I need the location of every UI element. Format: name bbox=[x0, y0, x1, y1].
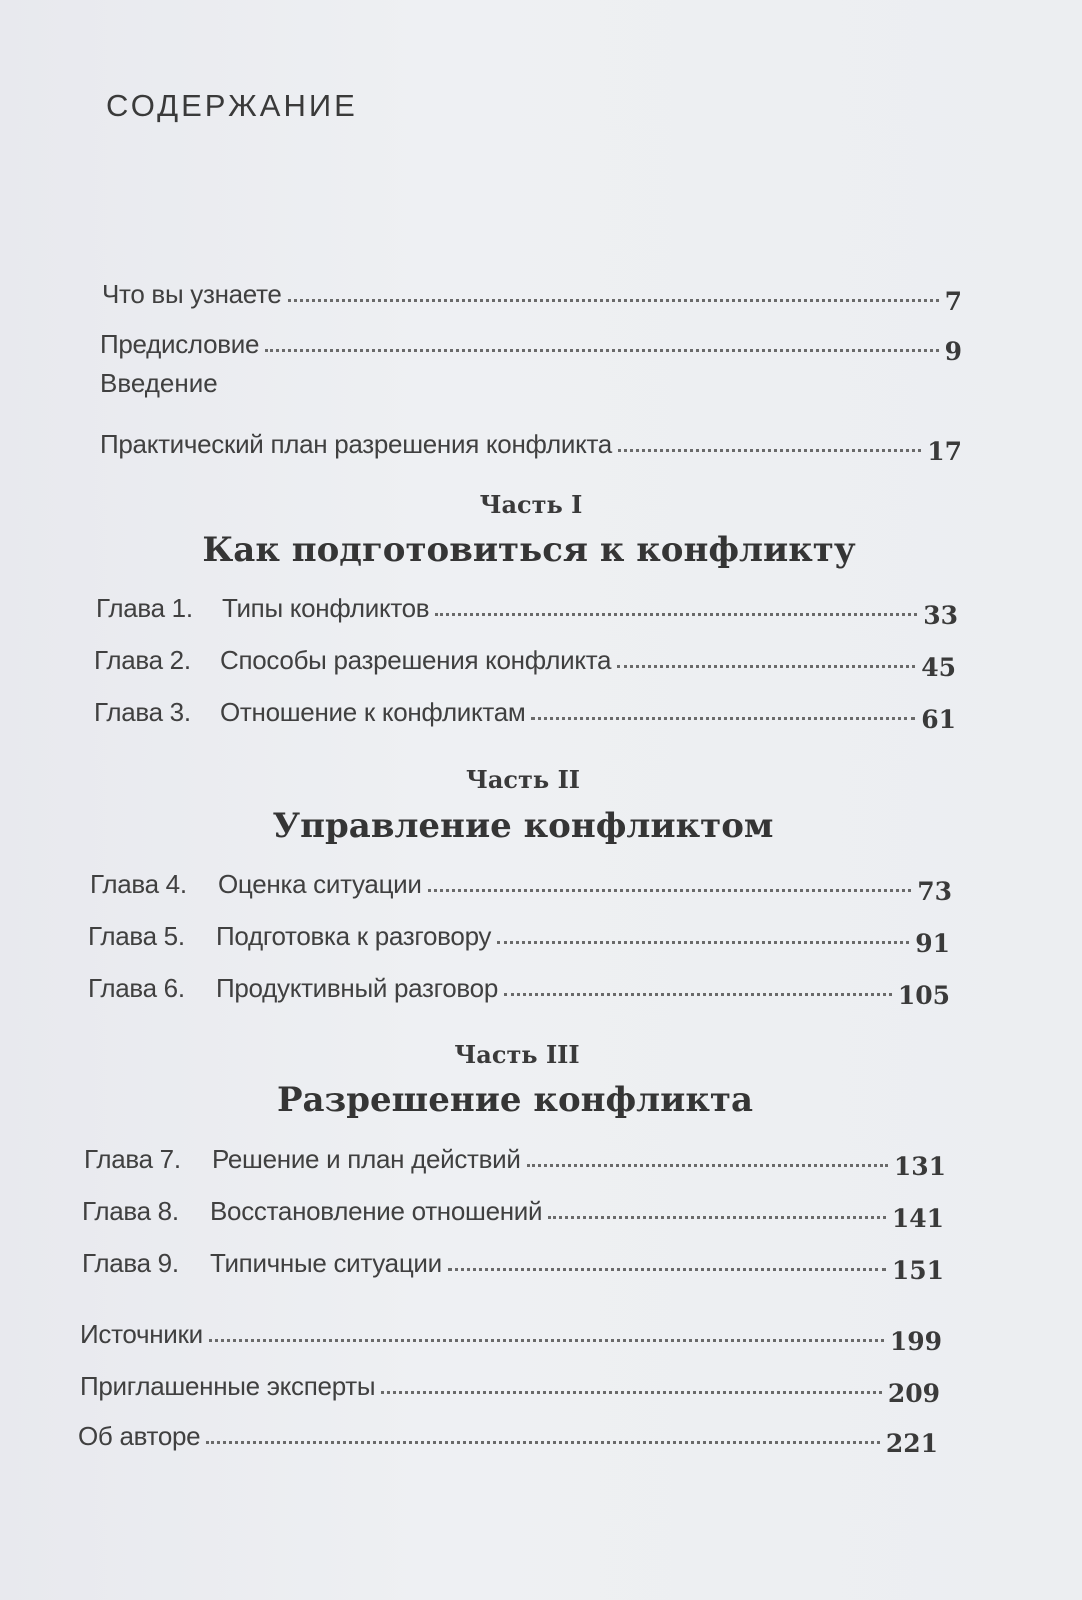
chapter-number: Глава 4. bbox=[90, 869, 187, 899]
toc-entry-title: Предисловие bbox=[100, 329, 260, 359]
chapter-title: Продуктивный разговор bbox=[216, 973, 498, 1003]
toc-entry-page: 7 bbox=[944, 287, 962, 316]
part-number: Часть III bbox=[454, 1040, 580, 1069]
chapter-entry[interactable] bbox=[82, 1187, 944, 1233]
chapter-page: 151 bbox=[891, 1256, 944, 1285]
dot-leader bbox=[617, 664, 915, 668]
chapter-title: Решение и план действий bbox=[212, 1144, 521, 1174]
part-title: Разрешение конфликта bbox=[276, 1080, 754, 1120]
toc-entry[interactable] bbox=[102, 270, 962, 316]
chapter-page: 105 bbox=[897, 981, 950, 1010]
chapter-page: 73 bbox=[917, 877, 952, 906]
chapter-number: Глава 5. bbox=[88, 921, 185, 951]
toc-entry-title: Практический план разрешения конфликта bbox=[100, 429, 612, 459]
toc-entry-page: 199 bbox=[889, 1327, 942, 1356]
chapter-number: Глава 6. bbox=[88, 973, 185, 1003]
chapter-title: Типичные ситуации bbox=[210, 1248, 442, 1278]
chapter-title: Подготовка к разговору bbox=[216, 921, 492, 951]
dot-leader bbox=[288, 298, 939, 302]
toc-entry-page: 221 bbox=[885, 1429, 938, 1458]
toc-entry[interactable] bbox=[80, 1310, 942, 1356]
toc-entry-intro[interactable] bbox=[100, 420, 962, 466]
chapter-title: Оценка ситуации bbox=[218, 869, 422, 899]
toc-entry[interactable] bbox=[100, 320, 962, 366]
chapter-page: 61 bbox=[921, 705, 956, 734]
part-title: Управление конфликтом bbox=[272, 806, 774, 846]
chapter-entry[interactable] bbox=[88, 964, 950, 1010]
chapter-entry[interactable] bbox=[90, 860, 952, 906]
chapter-page: 91 bbox=[915, 929, 950, 958]
chapter-entry[interactable] bbox=[94, 636, 956, 682]
toc-entry-title: Об авторе bbox=[78, 1421, 201, 1451]
toc-entry[interactable] bbox=[80, 1362, 940, 1408]
chapter-entry[interactable] bbox=[84, 1135, 946, 1181]
chapter-entry[interactable] bbox=[88, 912, 950, 958]
dot-leader bbox=[504, 992, 892, 996]
dot-leader bbox=[381, 1390, 882, 1394]
dot-leader bbox=[428, 888, 912, 892]
chapter-entry[interactable] bbox=[82, 1239, 944, 1285]
chapter-title: Отношение к конфликтам bbox=[220, 697, 526, 727]
dot-leader bbox=[435, 612, 917, 616]
chapter-number: Глава 2. bbox=[94, 645, 191, 675]
chapter-entry[interactable] bbox=[94, 688, 956, 734]
chapter-title: Восстановление отношений bbox=[210, 1196, 543, 1226]
chapter-number: Глава 1. bbox=[96, 593, 193, 623]
toc-entry-page: 9 bbox=[944, 337, 962, 366]
dot-leader bbox=[265, 348, 938, 352]
dot-leader bbox=[448, 1267, 886, 1271]
part-title: Как подготовиться к конфликту bbox=[202, 530, 856, 570]
toc-entry-title: Что вы узнаете bbox=[102, 279, 282, 309]
chapter-number: Глава 7. bbox=[84, 1144, 181, 1174]
part-number: Часть II bbox=[465, 765, 581, 794]
dot-leader bbox=[527, 1163, 888, 1167]
toc-entry-title: Источники bbox=[80, 1319, 203, 1349]
toc-entry[interactable] bbox=[78, 1412, 938, 1458]
chapter-title: Типы конфликтов bbox=[222, 593, 430, 623]
chapter-number: Глава 8. bbox=[82, 1196, 179, 1226]
intro-label: Введение bbox=[100, 368, 218, 398]
dot-leader bbox=[206, 1440, 879, 1444]
dot-leader bbox=[497, 940, 909, 944]
chapter-number: Глава 3. bbox=[94, 697, 191, 727]
chapter-title: Способы разрешения конфликта bbox=[220, 645, 612, 675]
dot-leader bbox=[548, 1215, 886, 1219]
dot-leader bbox=[531, 716, 915, 720]
toc-entry-page: 209 bbox=[887, 1379, 940, 1408]
chapter-entry[interactable] bbox=[96, 584, 958, 630]
toc-entry-page: 17 bbox=[927, 437, 962, 466]
chapter-page: 131 bbox=[893, 1152, 946, 1181]
toc-entry-title: Приглашенные эксперты bbox=[80, 1371, 376, 1401]
dot-leader bbox=[209, 1338, 884, 1342]
chapter-page: 45 bbox=[921, 653, 956, 682]
part-number: Часть I bbox=[479, 490, 583, 519]
chapter-number: Глава 9. bbox=[82, 1248, 179, 1278]
chapter-page: 33 bbox=[923, 601, 958, 630]
dot-leader bbox=[618, 448, 921, 452]
chapter-page: 141 bbox=[891, 1204, 944, 1233]
page-title: СОДЕРЖАНИЕ bbox=[106, 88, 358, 123]
